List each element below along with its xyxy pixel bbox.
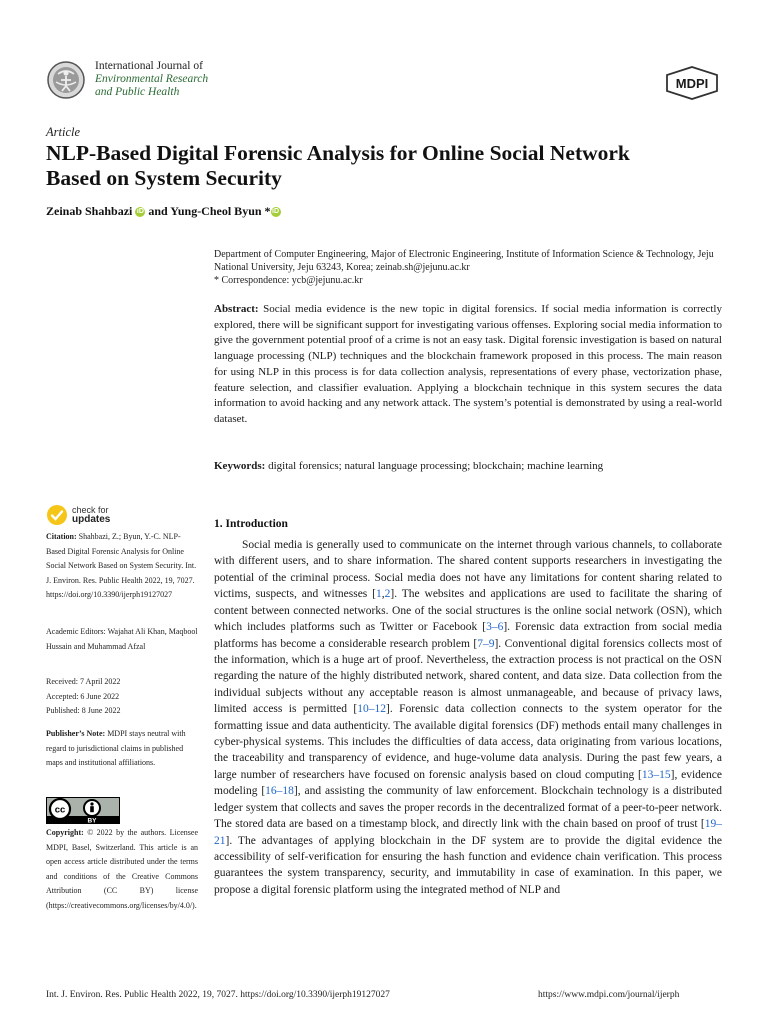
cc-by-license-icon[interactable] [46, 797, 120, 824]
check-for-updates-badge[interactable] [46, 504, 110, 526]
svg-text:cc: cc [54, 804, 66, 816]
check-for-updates-line2: updates [72, 514, 111, 525]
abstract [214, 302, 722, 428]
copyright-text: © 2022 by the authors. Licensee MDPI, Basel, Switzerland. This article is an open access article distributed under the terms and conditions of the Creative Commons Attribution (CC BY) license (https://creativecommons.org/licenses/by/4.0/). [46, 828, 199, 910]
article-type: Article [46, 125, 81, 139]
footer-journal-url[interactable]: https://www.mdpi.com/journal/ijerph [538, 990, 680, 1000]
orcid-icon[interactable]: iD [272, 208, 280, 216]
reference-link[interactable]: 10–12 [357, 703, 386, 716]
accepted-date: Accepted: 6 June 2022 [46, 691, 120, 701]
body-text-run: Social media is generally used to communicate on the internet through various channels, to collaborate with different users, and to share information. The shared content supports researchers in investigating the potential of the criminal process. Social media does not have any limitations for content sharing related to victims, suspects, and witnesses [ [214, 539, 722, 601]
body-text-run: ], and assisting the community of law enforcement. Blockchain technology is a distributed ledger system that collects and saves the proper records in the decentralized format of a peer-to-peer network. The stored data are based on a timestamp block, and directly link with the chain based on proof of trust [ [214, 785, 722, 831]
academic-editors: Academic Editors: Wajahat Ali Khan, Maqbool Hussain and Muhammad Afzal [46, 627, 198, 651]
cc-badge-text: BY [87, 817, 97, 824]
keywords-label: Keywords: [214, 460, 266, 472]
section-heading: 1. Introduction [214, 518, 288, 530]
reference-link[interactable]: 16–18 [265, 785, 294, 798]
publisher-note-label: Publisher’s Note: [46, 729, 106, 738]
article-title: NLP-Based Digital Forensic Analysis for Online Social Network Based on System Security [46, 141, 630, 190]
reference-link[interactable]: 13–15 [641, 768, 671, 781]
journal-name [95, 60, 208, 99]
body-text-run: ]. Conventional digital forensics collects most of the information, which is a huge art of proof. Nevertheless, the extraction process is not practical on the OSN regarding the nature of the highly distributed network, shared content, and data size. Data collection from the individual subjects without any acceptable reason is almost unmanageable, and because of privacy laws, limited access is permitted [ [214, 637, 722, 716]
body-text-run: ]. Forensic data collection connects to the system operator for the formatting issue and data authenticity. The available digital forensics (DF) methods entail many challenges in cyber-physical systems. This includes the difficulties of data access, data originating from various locations, the traceability and transparency of evidence, and huge-volume data analysis. During the past few years, a large number of researchers have focused on forensic analysis based on cloud computing [ [214, 703, 723, 781]
mdpi-logo-icon[interactable] [664, 66, 720, 100]
body-text-run: ]. Forensic data extraction from social media platforms has become a considerable research problem [ [214, 621, 723, 650]
reference-link[interactable]: 1 [376, 588, 382, 601]
abstract-text: Social media evidence is the new topic in digital forensics. If social media information is correctly explored, there will be significant support for investigating various offenses. Exploring social media information to give the government potential proof of a crime is not an easy task. Digital forensic investigation is based on natural language processing (NLP) techniques and the blockchain framework proposed in this process. The main reason for using NLP in this process is for data collection analysis, representations of every phase, vectorization phase, feature selection, and classifier evaluation. Applying a blockchain technique in this system secures the data information to avoid hacking and any network attack. The system’s potential is demonstrated by using a real-world dataset. [214, 303, 722, 425]
footer-citation[interactable]: Int. J. Environ. Res. Public Health 2022, 19, 7027. https://doi.org/10.3390/ijerph19127027 [46, 990, 390, 1000]
keywords-text: digital forensics; natural language processing; blockchain; machine learning [268, 460, 604, 472]
abstract-label: Abstract: [214, 303, 259, 315]
reference-link[interactable]: 7–9 [477, 637, 495, 650]
body-text-run: ], evidence modeling [ [214, 768, 722, 798]
journal-name-line3: and Public Health [95, 86, 180, 98]
citation-text: Shahbazi, Z.; Byun, Y.-C. NLP-Based Digital Forensic Analysis for Online Social Network Based on System Security. Int. J. Environ. Res. Public Health 2022, 19, 7027. https://doi.org/10.3390/ijerph19127027 [46, 532, 197, 599]
affiliation-text: Department of Computer Engineering, Major of Electronic Engineering, Institute of Information Science & Technology, Jeju National University, Jeju 63243, Korea; zeinab.sh@jejunu.ac.kr [214, 249, 714, 273]
journal-logo-icon [46, 60, 86, 100]
journal-name-line2: Environmental Research [95, 73, 209, 85]
publisher-note [46, 727, 198, 771]
body-text-run: ]. The websites and applications are used to facilitate the sharing of content between connected networks. One of the social structures is the online social network (OSN), which which includes platforms such as Twitter or Facebook [ [214, 588, 723, 634]
body-text-run: , [381, 588, 385, 601]
copyright-label: Copyright: [46, 828, 84, 837]
publication-dates [46, 675, 198, 719]
keywords [214, 459, 722, 474]
reference-link[interactable]: 3–6 [486, 621, 504, 634]
copyright-notice [46, 826, 198, 913]
orcid-icon[interactable]: iD [136, 208, 144, 216]
author-name[interactable]: and Yung-Cheol Byun * [148, 204, 271, 218]
author-list [46, 204, 281, 219]
affiliation-block [214, 248, 724, 287]
received-date: Received: 7 April 2022 [46, 677, 121, 686]
published-date: Published: 8 June 2022 [46, 706, 121, 715]
body-paragraph [214, 537, 722, 898]
check-for-updates-line1: check for [72, 505, 109, 515]
author-name[interactable]: Zeinab Shahbazi [46, 204, 133, 218]
publisher-note-text: MDPI stays neutral with regard to jurisdictional claims in published maps and institutional affiliations. [46, 729, 186, 767]
journal-name-line1: International Journal of [95, 60, 203, 72]
citation-label: Citation: [46, 532, 77, 541]
mdpi-logo-text: MDPI [675, 76, 709, 91]
correspondence-text: * Correspondence: ycb@jejunu.ac.kr [214, 275, 363, 286]
reference-link[interactable]: 19–21 [214, 818, 722, 847]
body-text-run: ]. The advantages of applying blockchain in the DF system are to provide the digital evidence the accessibility of self-verification for ensuring the hash function and evidence chain verification. This process guarantees the system transparency, security, and immutability in case of examination. In this paper, we propose a digital forensic platform using the integrated method of NLP and [214, 834, 722, 896]
check-for-updates-icon [46, 504, 68, 526]
reference-link[interactable]: 2 [384, 588, 391, 601]
citation-block [46, 530, 198, 603]
